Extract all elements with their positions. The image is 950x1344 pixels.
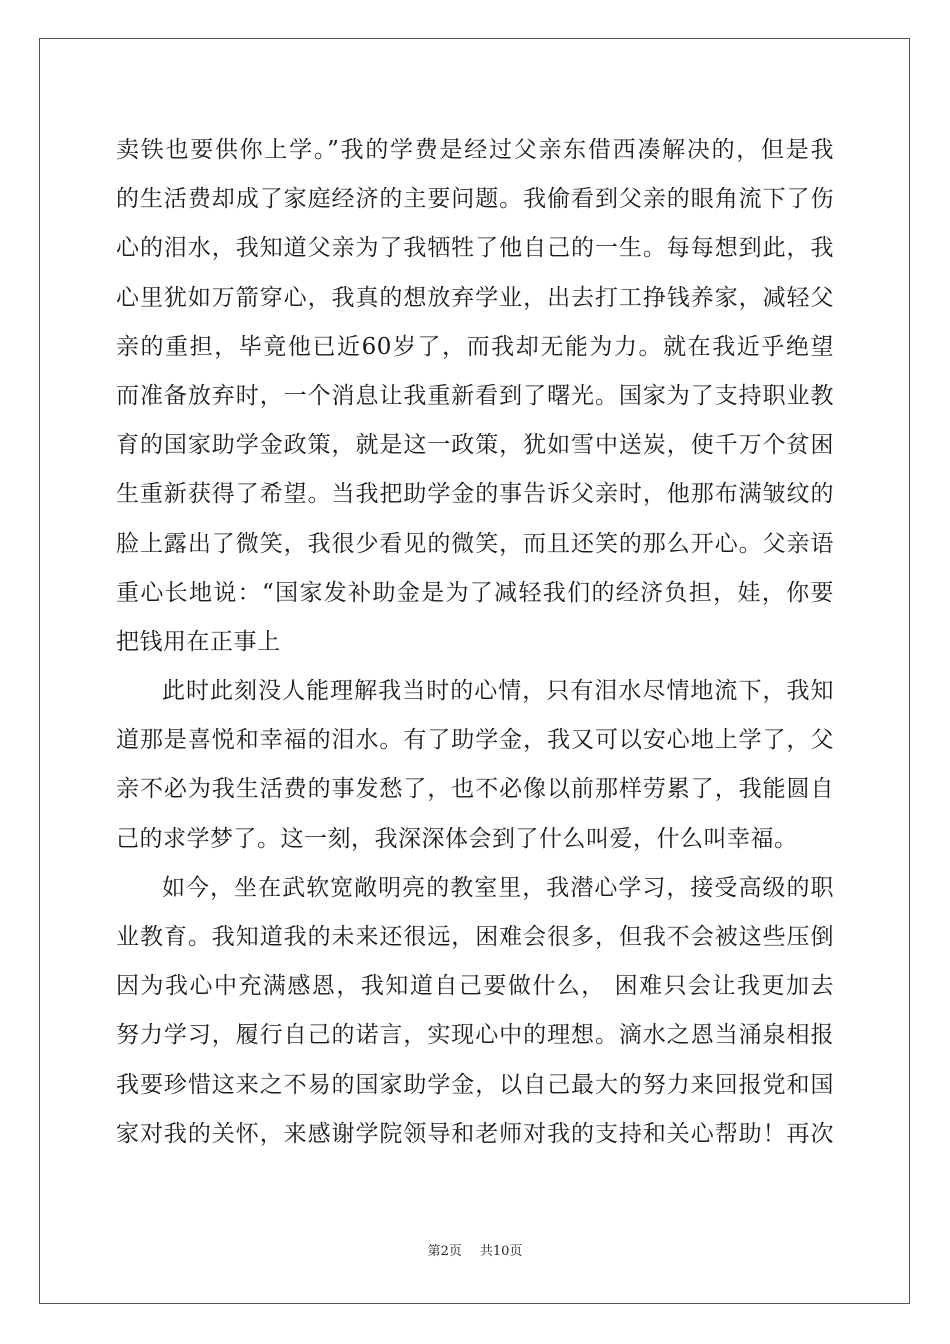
text-line: 心的泪水，我知道父亲为了我牺牲了他自己的一生。每每想到此，我 [116,235,834,262]
text-line: 的生活费却成了家庭经济的主要问题。我偷看到父亲的眼角流下了伤 [116,186,834,213]
text-line: 家对我的关怀，来感谢学院领导和老师对我的支持和关心帮助！再次 [116,1120,834,1147]
page-footer [0,1240,950,1259]
page-total: 共10页 [479,1244,523,1259]
text-line: 心里犹如万箭穿心，我真的想放弃学业，出去打工挣钱养家，减轻父 [116,284,834,311]
paragraph-start-line: 此时此刻没人能理解我当时的心情，只有泪水尽情地流下，我知 [162,678,834,705]
text-line: 生重新获得了希望。当我把助学金的事告诉父亲时，他那布满皱纹的 [116,481,834,508]
text-line: 脸上露出了微笑，我很少看见的微笑，而且还笑的那么开心。父亲语 [116,530,834,557]
text-line: 卖铁也要供你上学。”我的学费是经过父亲东借西凑解决的，但是我 [116,137,834,163]
text-line: 道那是喜悦和幸福的泪水。有了助学金，我又可以安心地上学了，父 [116,727,834,754]
text-line: 因为我心中充满感恩，我知道自己要做什么， 困难只会让我更加去 [116,973,834,1000]
text-line: 己的求学梦了。这一刻，我深深体会到了什么叫爱，什么叫幸福。 [116,825,798,852]
text-line: 亲的重担，毕竟他已近60岁了，而我却无能为力。就在我近乎绝望 [116,333,834,360]
paragraph-start-line: 如今，坐在武软宽敞明亮的教室里，我潜心学习，接受高级的职 [162,874,834,901]
text-line: 业教育。我知道我的未来还很远，困难会很多，但我不会被这些压倒 [116,924,834,950]
document-body [116,126,834,1159]
page-number: 第2页 [427,1244,462,1259]
text-line: 育的国家助学金政策，就是这一政策，犹如雪中送炭，使千万个贫困 [116,432,834,459]
text-line: 把钱用在正事上 [116,628,281,655]
text-line: 努力学习，履行自己的诺言，实现心中的理想。滴水之恩当涌泉相报 [116,1022,834,1049]
text-line: 亲不必为我生活费的事发愁了，也不必像以前那样劳累了，我能圆自 [116,776,834,803]
text-line: 我要珍惜这来之不易的国家助学金，以自己最大的努力来回报党和国 [116,1071,834,1098]
text-line: 而准备放弃时，一个消息让我重新看到了曙光。国家为了支持职业教 [116,382,834,409]
text-line: 重心长地说：“国家发补助金是为了减轻我们的经济负担，娃，你要 [116,579,834,606]
